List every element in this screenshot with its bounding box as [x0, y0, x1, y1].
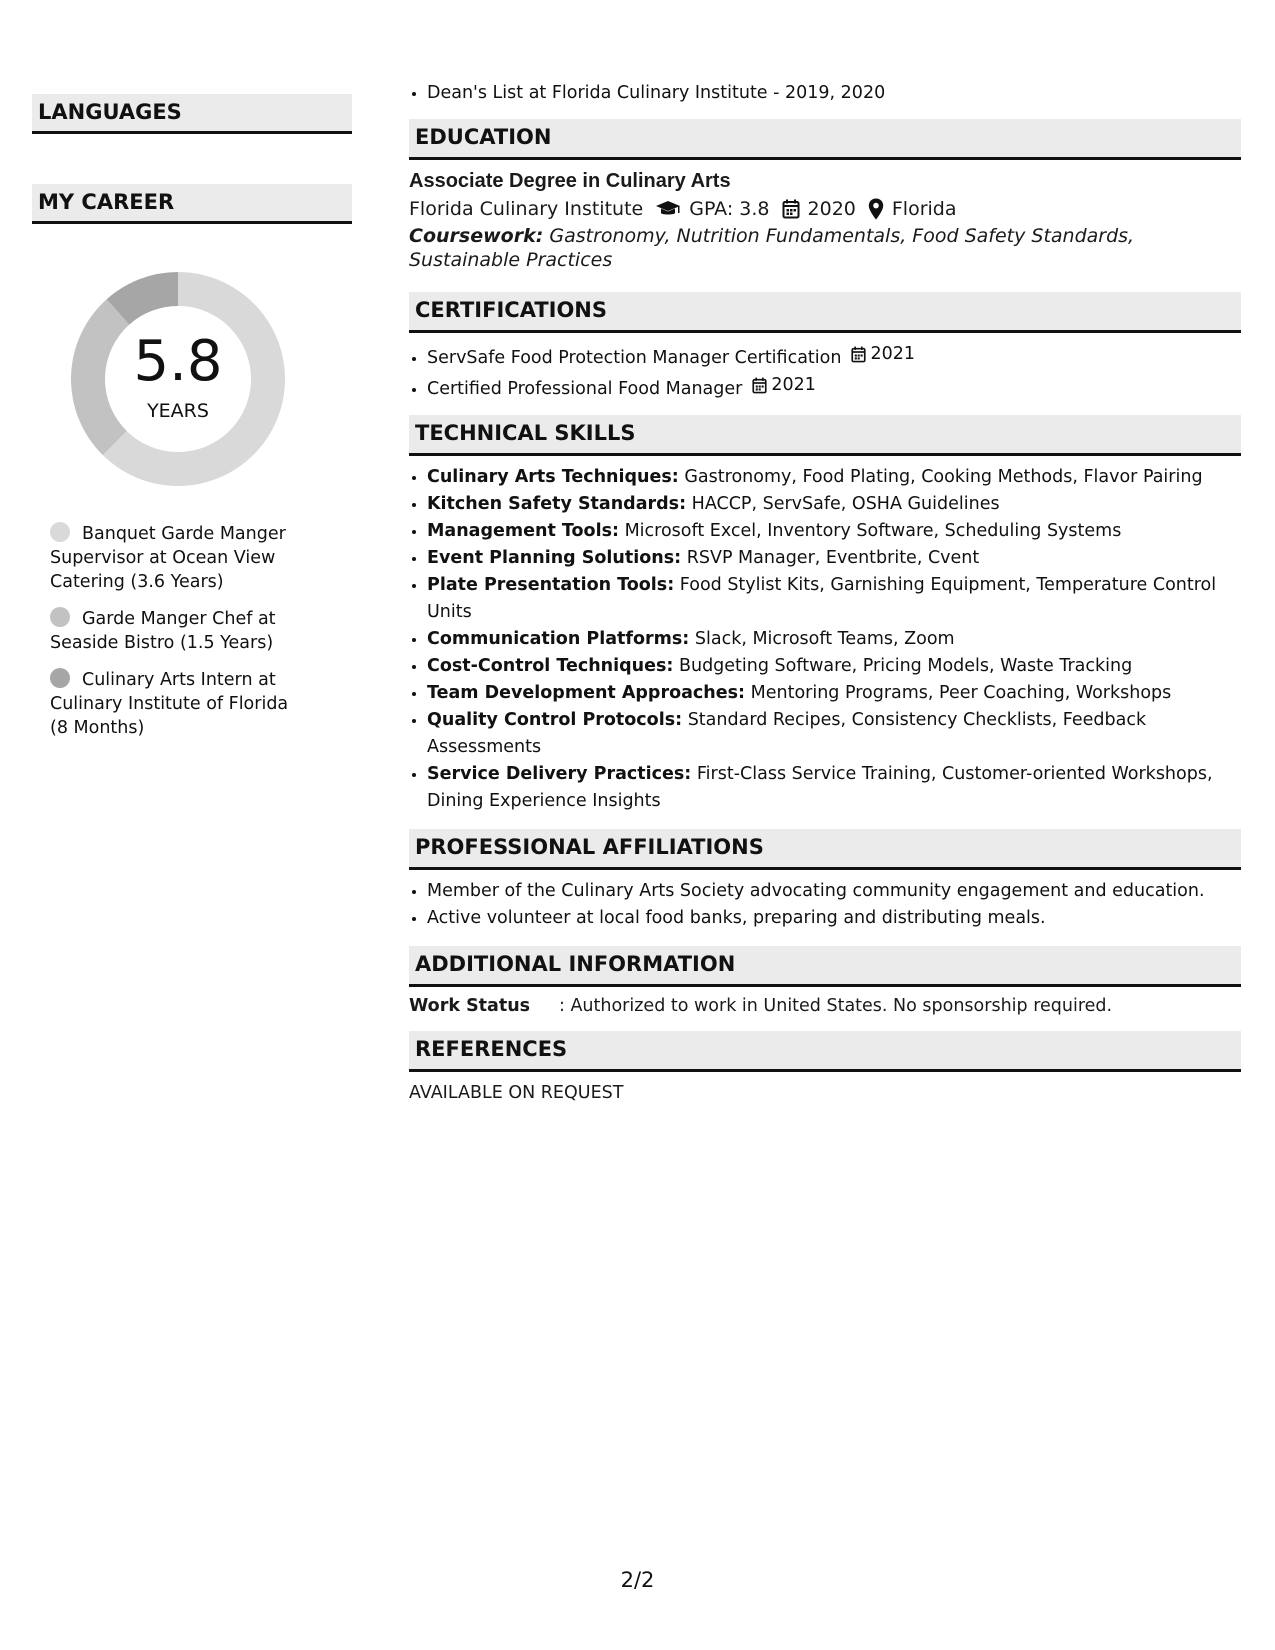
skill-label: Plate Presentation Tools: [427, 575, 675, 595]
skill-value: HACCP, ServSafe, OSHA Guidelines [691, 494, 1000, 514]
award-item: • Dean's List at Florida Culinary Institute - 2019, 2020 [427, 80, 1241, 107]
skills-heading: TECHNICAL SKILLS [409, 415, 1241, 456]
career-heading: MY CAREER [32, 184, 352, 224]
career-legend-text: Culinary Arts Intern at Culinary Institute of Florida (8 Months) [50, 670, 289, 738]
education-year: 2020 [807, 198, 856, 220]
skill-value: Food Stylist Kits, Garnishing Equipment, Temperature Control Units [427, 575, 1217, 622]
career-total-value: 5.8 [133, 329, 223, 394]
education-school: Florida Culinary Institute [409, 198, 644, 220]
skill-value: RSVP Manager, Eventbrite, Cvent [686, 548, 980, 568]
certification-item [427, 341, 1241, 372]
education-coursework [409, 224, 1241, 272]
skill-value: First-Class Service Training, Customer-oriented Workshops, Dining Experience Insights [427, 764, 1213, 811]
skill-value: Gastronomy, Food Plating, Cooking Methods, Flavor Pairing [684, 467, 1203, 487]
languages-heading: LANGUAGES [32, 94, 352, 134]
career-legend-item [50, 668, 310, 740]
certification-date [851, 341, 915, 368]
skills-list [409, 464, 1241, 815]
legend-dot-icon [50, 607, 70, 627]
certification-year: 2021 [870, 344, 915, 364]
skill-value: Standard Recipes, Consistency Checklists, Feedback Assessments [427, 710, 1147, 757]
work-status-row [409, 995, 1241, 1017]
skill-label: Communication Platforms: [427, 629, 690, 649]
skill-item [427, 707, 1241, 761]
skill-value: Slack, Microsoft Teams, Zoom [694, 629, 955, 649]
skill-label: Management Tools: [427, 521, 619, 541]
awards-list [409, 80, 1241, 107]
career-donut-chart [63, 264, 293, 494]
affiliations-list [409, 878, 1241, 932]
career-legend-text: Banquet Garde Manger Supervisor at Ocean View Catering (3.6 Years) [50, 524, 286, 592]
skill-label: Cost-Control Techniques: [427, 656, 674, 676]
map-pin-icon [868, 198, 884, 220]
legend-dot-icon [50, 668, 70, 688]
skill-value: Microsoft Excel, Inventory Software, Scheduling Systems [624, 521, 1122, 541]
career-legend-item [50, 522, 310, 594]
skill-label: Service Delivery Practices: [427, 764, 692, 784]
skill-label: Kitchen Safety Standards: [427, 494, 687, 514]
certification-item [427, 372, 1241, 403]
page-number: 2/2 [620, 1568, 655, 1592]
education-heading: EDUCATION [409, 119, 1241, 160]
affiliation-item: • Member of the Culinary Arts Society advocating community engagement and education. [427, 878, 1241, 905]
education-location: Florida [891, 198, 957, 220]
graduation-cap-icon [655, 200, 681, 218]
affiliation-item: • Active volunteer at local food banks, preparing and distributing meals. [427, 905, 1241, 932]
skill-label: Event Planning Solutions: [427, 548, 682, 568]
skill-label: Culinary Arts Techniques: [427, 467, 679, 487]
left-column [32, 94, 352, 753]
education-details [409, 194, 1241, 224]
references-text: AVAILABLE ON REQUEST [409, 1083, 624, 1103]
coursework-text: Gastronomy, Nutrition Fundamentals, Food Safety Standards, Sustainable Practices [409, 225, 1135, 271]
career-total-unit: YEARS [147, 400, 209, 422]
skill-item [427, 680, 1241, 707]
skill-label: Team Development Approaches: [427, 683, 746, 703]
skill-item [427, 464, 1241, 491]
affiliations-heading: PROFESSIONAL AFFILIATIONS [409, 829, 1241, 870]
work-status-value: : Authorized to work in United States. No sponsorship required. [559, 996, 1113, 1016]
education-degree: Associate Degree in Culinary Arts [409, 170, 731, 192]
skill-value: Budgeting Software, Pricing Models, Waste Tracking [678, 656, 1133, 676]
skill-item [427, 491, 1241, 518]
certifications-list [409, 341, 1241, 403]
skill-item [427, 572, 1241, 626]
calendar-icon [752, 377, 767, 394]
certification-name: Certified Professional Food Manager [427, 379, 743, 399]
certification-name: ServSafe Food Protection Manager Certification [427, 348, 842, 368]
references-heading: REFERENCES [409, 1031, 1241, 1072]
donut-center [63, 264, 293, 494]
skill-item [427, 626, 1241, 653]
skill-item [427, 545, 1241, 572]
certifications-heading: CERTIFICATIONS [409, 292, 1241, 333]
skill-value: Mentoring Programs, Peer Coaching, Workshops [750, 683, 1172, 703]
work-status-label: Work Status [409, 996, 531, 1016]
certification-date [752, 372, 816, 399]
legend-dot-icon [50, 522, 70, 542]
career-legend-item [50, 607, 310, 655]
education-gpa: GPA: 3.8 [689, 198, 770, 220]
calendar-icon [851, 346, 866, 363]
career-legend-text: Garde Manger Chef at Seaside Bistro (1.5 Years) [50, 609, 276, 653]
skill-item [427, 518, 1241, 545]
calendar-icon [782, 199, 800, 219]
skill-item [427, 761, 1241, 815]
skill-label: Quality Control Protocols: [427, 710, 683, 730]
skill-item [427, 653, 1241, 680]
right-column [409, 80, 1241, 1106]
certification-year: 2021 [771, 375, 816, 395]
coursework-label: Coursework: [409, 225, 544, 247]
career-legend [50, 522, 310, 740]
additional-heading: ADDITIONAL INFORMATION [409, 946, 1241, 987]
